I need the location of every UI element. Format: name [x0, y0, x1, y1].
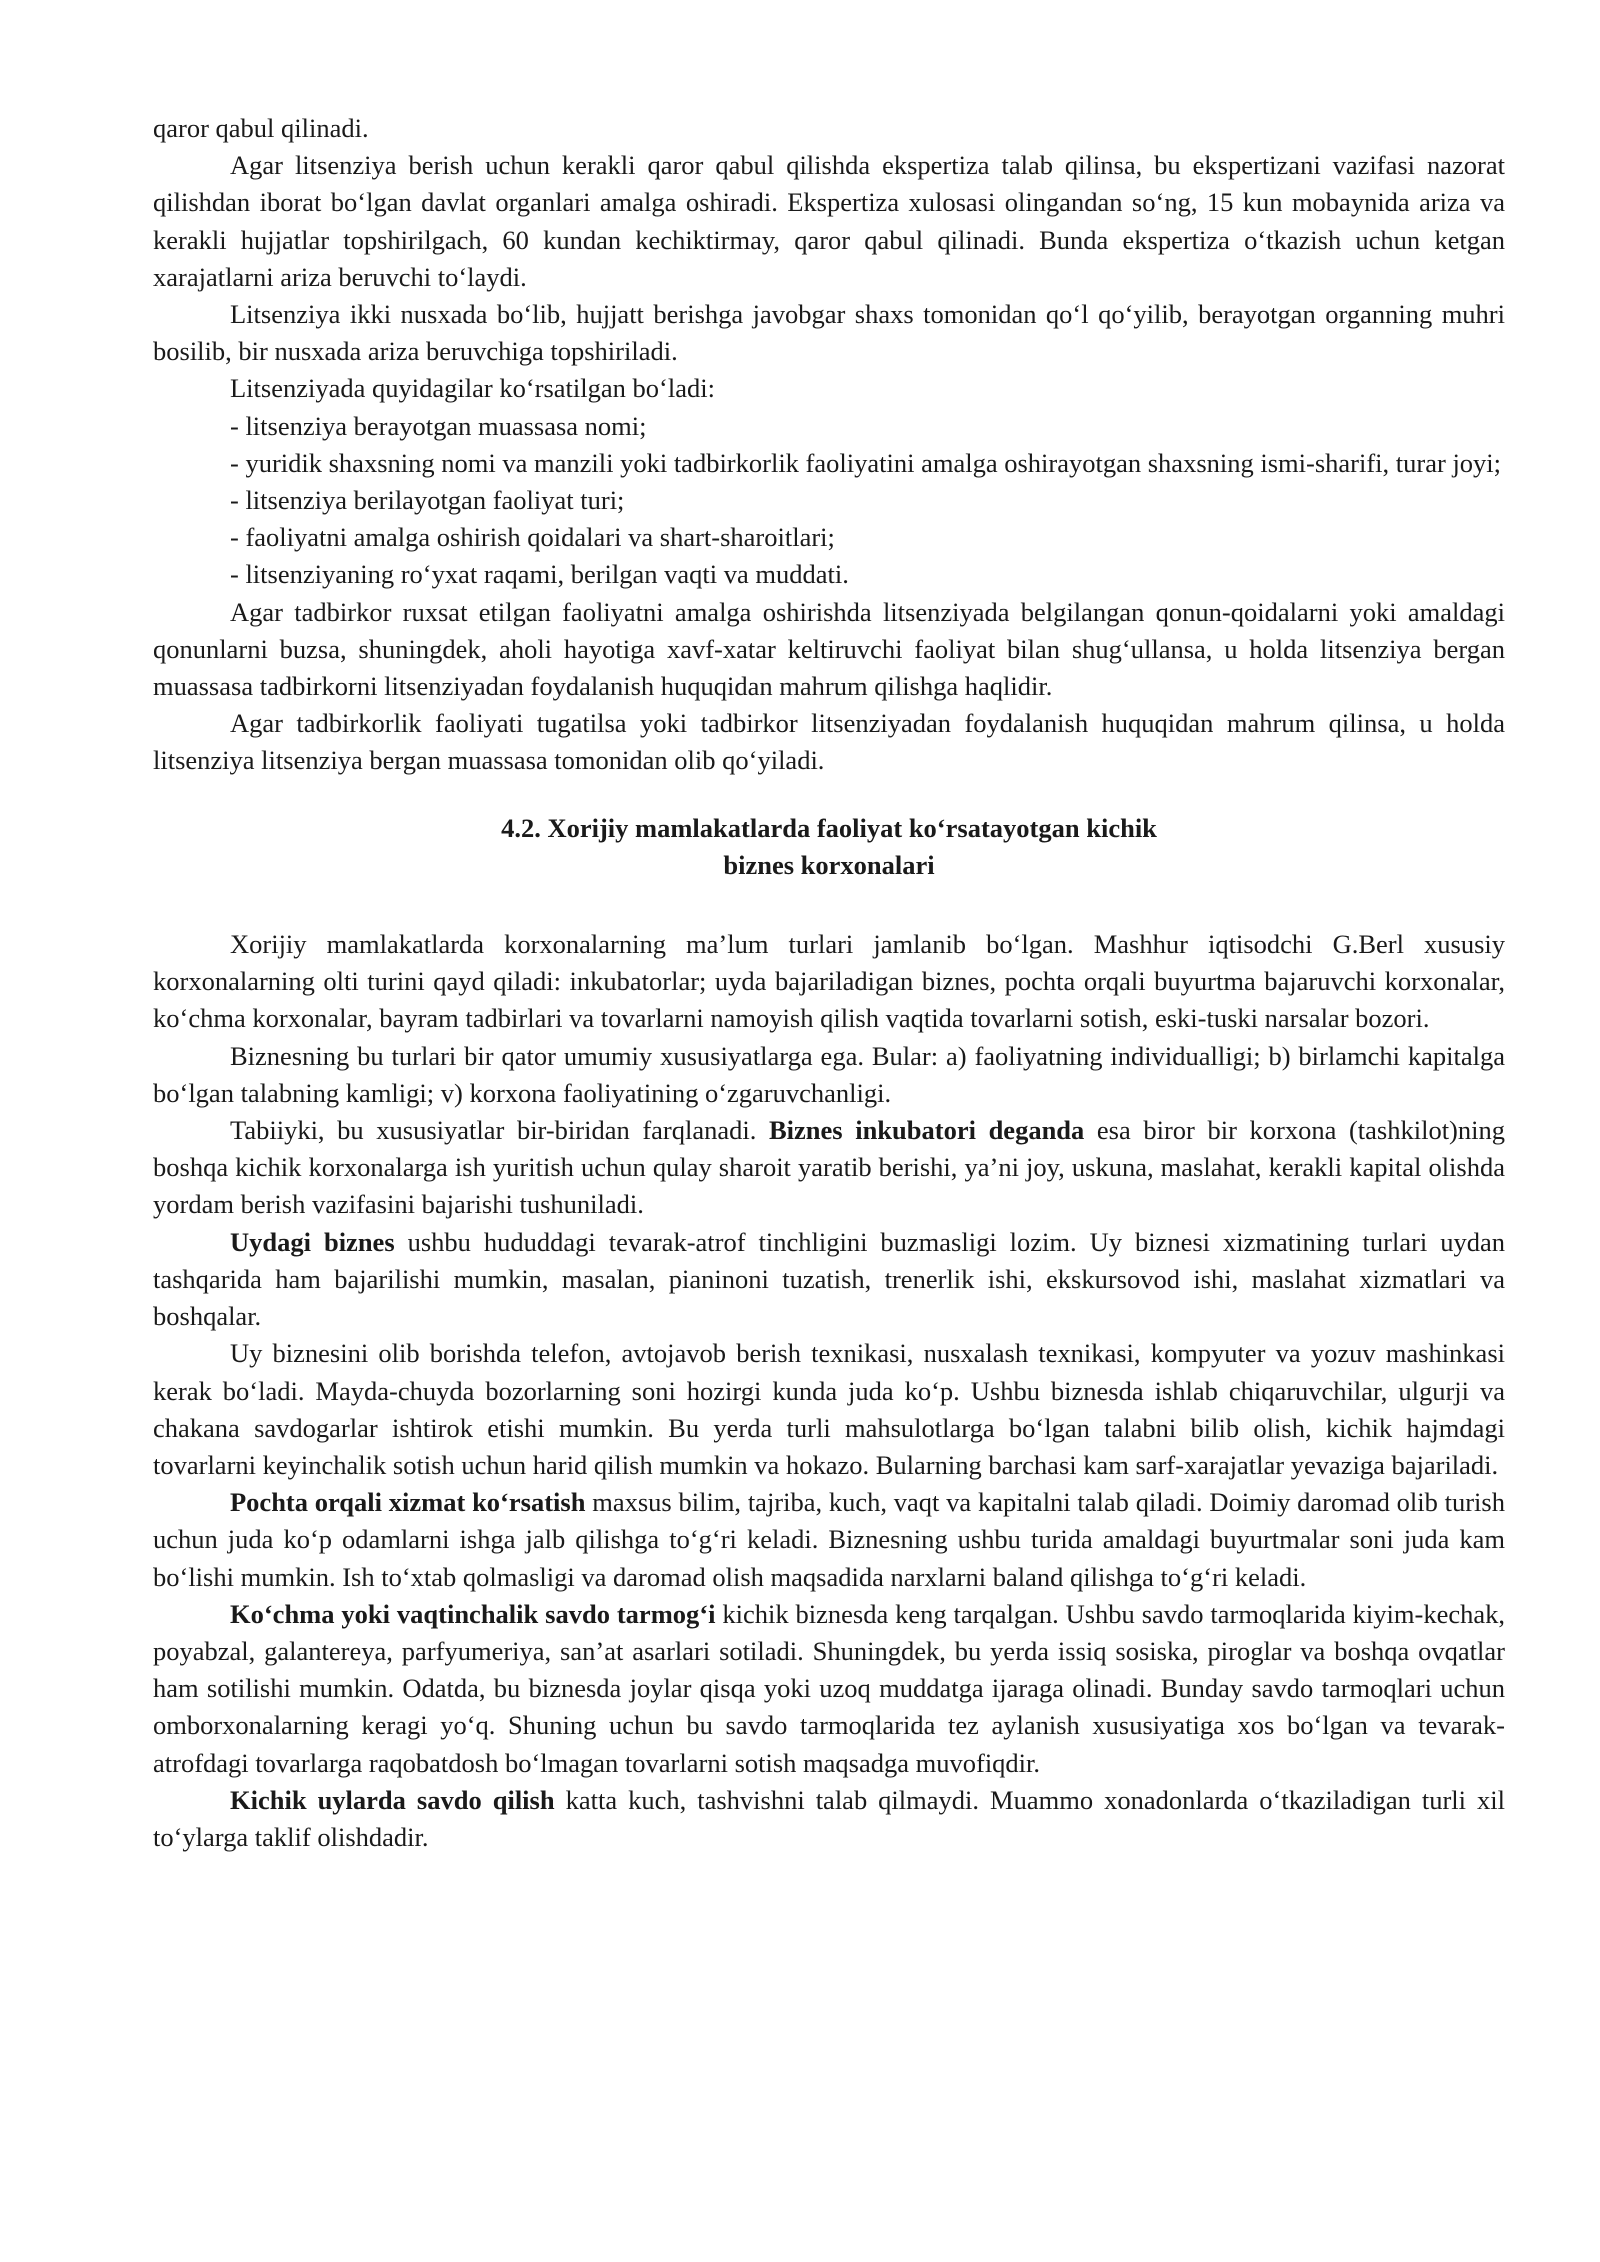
list-item: - yuridik shaxsning nomi va manzili yoki tadbirkorlik faoliyatini amalga oshirayotgan shaxsning ismi-sharifi, turar joyi;	[230, 447, 1502, 478]
paragraph-violation: Agar tadbirkor ruxsat etilgan faoliyatni amalga oshirishda litsenziyada belgilangan qonun-qoidalarni yoki amaldagi qonunlarni buzsa, shuningdek, aholi hayotiga xavf-xatar keltiruvchi faoliyat bilan shugʻullansa, u holda litsenziya bergan muassasa tadbirkorni litsenziyadan foydalanish huquqidan mahrum qilishga haqlidir.	[153, 596, 1505, 702]
list-item: - litsenziyaning roʻyxat raqami, berilgan vaqti va muddati.	[230, 559, 849, 590]
list-item: - litsenziya berayotgan muassasa nomi;	[230, 410, 647, 441]
paragraph-rest: ushbu hududdagi tevarak-atrof tinchligini buzmasligi lozim. Uy biznesi xizmatining turlari uydan tashqarida ham bajarilishi mumkin, masalan, pianinoni tuzatish, trenerlik ishi, ekskursovod ishi, maslahat xizmatlari va boshqalar.	[153, 1226, 1505, 1332]
list-item: - faoliyatni amalga oshirish qoidalari va shart-sharoitlari;	[230, 522, 835, 553]
paragraph-home-tools: Uy biznesini olib borishda telefon, avtojavob berish texnikasi, nusxalash texnikasi, kompyuter va yozuv mashinkasi kerak boʻladi. Mayda-chuyda bozorlarning soni hozirgi kunda juda koʻp. Ushbu biznesda ishlab chiqaruvchilar, ulgurji va chakana savdogarlar ishtirok etishi mumkin. Bu yerda turli mahsulotlarga boʻlgan talabni bilib olish, kichik hajmdagi tovarlarni keyinchalik sotish uchun harid qilish mumkin va hokazo. Bularning barchasi kam sarf-xarajatlar yevaziga bajariladi.	[153, 1338, 1505, 1480]
paragraph-home-business	[153, 1224, 1505, 1336]
paragraph-rest: katta kuch, tashvishni talab qilmaydi. Muammo xonadonlarda oʻtkaziladigan turli xil toʻylarga taklif olishdadir.	[153, 1784, 1505, 1852]
paragraph-incubator	[153, 1112, 1505, 1224]
paragraph-berl: Xorijiy mamlakatlarda korxonalarning maʼlum turlari jamlanib boʻlgan. Mashhur iqtisodchi G.Berl xususiy korxonalarning olti turini qayd qiladi: inkubatorlar; uyda bajariladigan biznes, pochta orqali buyurtma bajaruvchi korxonalar, koʻchma korxonalar, bayram tadbirlari va tovarlarni namoyish qilish vaqtida tovarlarni sotish, eski-tuski narsalar bozori.	[153, 929, 1505, 1034]
paragraph-rest: kichik biznesda keng tarqalgan. Ushbu savdo tarmoqlarida kiyim-kechak, poyabzal, galantereya, parfyumeriya, sanʼat asarlari sotiladi. Shuningdek, bu yerda issiq sosiska, piroglar va boshqa ovqatlar ham sotilishi mumkin. Odatda, bu biznesda joylar qisqa yoki uzoq muddatga ijaraga olinadi. Bunday savdo tarmoqlari uchun omborxonalarning keragi yoʻq. Shuning uchun bu savdo tarmoqlarida tez aylanish xususiyatiga xos boʻlgan va tevarak-atrofdagi tovarlarga raqobatdosh boʻlmagan tovarlarni sotish maqsadga muvofiqdir.	[153, 1598, 1506, 1778]
section-heading-line-1: 4.2. Xorijiy mamlakatlarda faoliyat koʻrsatayotgan kichik	[501, 812, 1157, 843]
term-home-business: Uydagi biznes	[230, 1226, 395, 1257]
paragraph-features: Biznesning bu turlari bir qator umumiy xususiyatlarga ega. Bular: a) faoliyatning individualligi; b) birlamchi kapitalga boʻlgan talabning kamligi; v) korxona faoliyatining oʻzgaruvchanligi.	[153, 1040, 1505, 1108]
paragraph-mobile-trade	[153, 1596, 1505, 1782]
term-business-incubator: Biznes inkubatori deganda	[768, 1115, 1085, 1146]
term-mobile-trade: Koʻchma yoki vaqtinchalik savdo tarmogʻi	[230, 1598, 716, 1629]
paragraph-two-copies: Litsenziya ikki nusxada boʻlib, hujjatt berishga javobgar shaxs tomonidan qoʻl qoʻyilib, berayotgan organning muhri bosilib, bir nusxada ariza beruvchiga topshiriladi.	[153, 299, 1505, 367]
paragraph-list-intro: Litsenziyada quyidagilar koʻrsatilgan boʻladi:	[230, 373, 715, 404]
paragraph-expertise: Agar litsenziya berish uchun kerakli qaror qabul qilishda ekspertiza talab qilinsa, bu ekspertizani vazifasi nazorat qilishdan iborat boʻlgan davlat organlari amalga oshiradi. Ekspertiza xulosasi olingandan soʻng, 15 kun mobaynida ariza va kerakli hujjatlar topshirilgach, 60 kundan kechiktirmay, qaror qabul qilinadi. Bunda ekspertiza oʻtkazish uchun ketgan xarajatlarni ariza beruvchi toʻlaydi.	[153, 150, 1505, 292]
paragraph-continuation: qaror qabul qilinadi.	[153, 113, 369, 143]
section-heading-line-2: biznes korxonalari	[723, 849, 935, 880]
paragraph-termination: Agar tadbirkorlik faoliyati tugatilsa yoki tadbirkor litsenziyadan foydalanish huquqidan mahrum qilinsa, u holda litsenziya litsenziya bergan muassasa tomonidan olib qoʻyiladi.	[153, 708, 1505, 776]
term-mail-service: Pochta orqali xizmat koʻrsatish	[230, 1487, 586, 1518]
section-heading	[153, 810, 1505, 884]
paragraph-small-homes	[153, 1782, 1505, 1856]
list-item: - litsenziya berilayotgan faoliyat turi;	[230, 485, 625, 516]
paragraph-rest: esa biror bir korxona (tashkilot)ning boshqa kichik korxonalarga ish yuritish uchun qulay sharoit yaratib berishi, yaʼni joy, uskuna, maslahat, kerakli kapital olishda yordam berish vazifasini bajarishi tushuniladi.	[153, 1115, 1505, 1220]
term-small-homes-trade: Kichik uylarda savdo qilish	[230, 1784, 555, 1815]
paragraph-lead: Tabiiyki, bu xususiyatlar bir-biridan farqlanadi.	[230, 1115, 769, 1146]
paragraph-mail-service	[153, 1484, 1505, 1596]
paragraph-rest: maxsus bilim, tajriba, kuch, vaqt va kapitalni talab qiladi. Doimiy daromad olib turish uchun juda koʻp odamlarni ishga jalb qilishga toʻgʻri keladi. Biznesning ushbu turida amaldagi buyurtmalar soni juda kam boʻlishi mumkin. Ish toʻxtab qolmasligi va daromad olish maqsadida narxlarni baland qilishga toʻgʻri keladi.	[153, 1487, 1505, 1592]
